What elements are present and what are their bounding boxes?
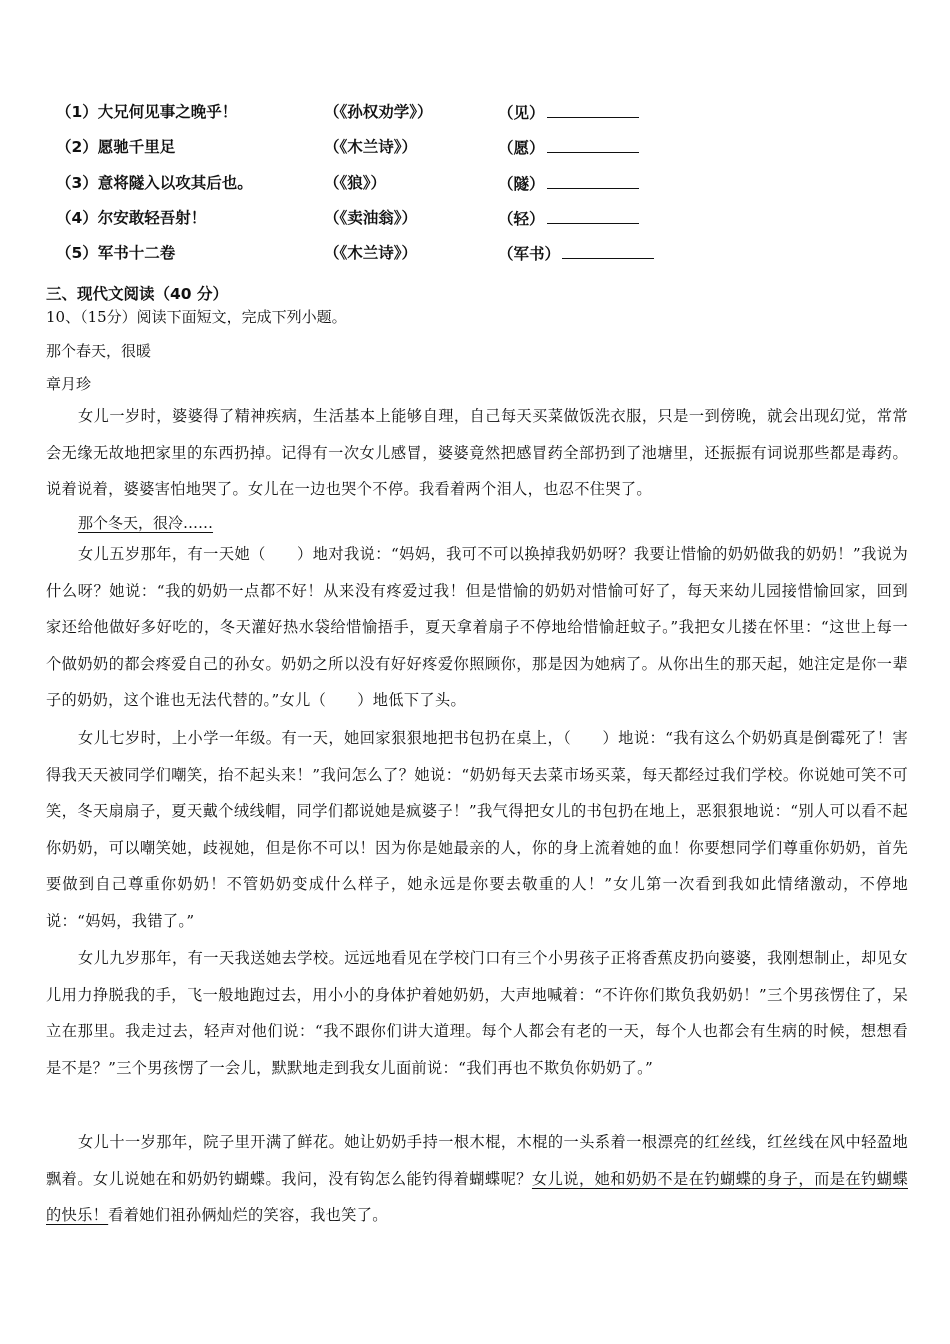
vocab-item: （3）意将隧入以攻其后也。 xyxy=(56,174,253,192)
vocab-word: （见） xyxy=(498,99,639,126)
paragraph-1: 女儿一岁时，婆婆得了精神疾病，生活基本上能够自理，自己每天买菜做饭洗衣服，只是一到傍晚，就会出现幻觉，常常会无缘无故地把家里的东西扔掉。记得有一次女儿感冒，婆婆竟然把感冒药全部扔到了池塘里，还振振有词说那些都是毒药。说着说着，婆婆害怕地哭了。女儿在一边也哭个不停。我看着两个泪人，也忍不住哭了。 xyxy=(46,407,908,499)
vocab-word: （轻） xyxy=(498,205,639,232)
vocab-source: （《木兰诗》） xyxy=(324,138,418,156)
section-heading: 三、现代文阅读（40 分） xyxy=(46,285,228,303)
paragraph-5-start: 女儿十一岁那年，院子里开满了鲜花。她让奶奶手持一根木棍，木棍的一头系着一根漂亮的红丝线，红丝线在风中轻盈地飘着。女儿说她在和奶奶钓蝴蝶。我问，没有钩怎么能钓得着蝴蝶呢？ xyxy=(46,1133,908,1188)
paragraph-2: 女儿五岁那年，有一天她（ ）地对我说：“妈妈，我可不可以换掉我奶奶呀？我要让惜愉的奶奶做我的奶奶！”我说为什么呀？她说：“我的奶奶一点都不好！从来没有疼爱过我！但是惜愉的奶奶对惜愉可好了，每天来幼儿园接惜愉回家，回到家还给他做好多好吃的，冬天灌好热水袋给惜愉捂手，夏天拿着扇子不停地给惜愉赶蚊子。”我把女儿搂在怀里：“这世上每一个做奶奶的都会疼爱自己的孙女。奶奶之所以没有好好疼爱你照顾你，那是因为她病了。从你出生的那天起，她注定是你一辈子的奶奶，这个谁也无法代替的。”女儿（ ）地低下了头。 xyxy=(46,545,908,710)
article-title: 那个春天，很暖 xyxy=(46,342,152,360)
paragraph-5 xyxy=(46,1124,908,1234)
article-author: 章月珍 xyxy=(46,375,92,393)
vocab-source: （《卖油翁》） xyxy=(324,209,418,227)
vocab-word: （愿） xyxy=(498,134,639,161)
vocab-item: （2）愿驰千里足 xyxy=(56,138,176,156)
answer-blank[interactable] xyxy=(547,205,639,224)
vocab-source: （《木兰诗》） xyxy=(324,244,418,262)
vocab-item: （5）军书十二卷 xyxy=(56,244,176,262)
paragraph-4: 女儿九岁那年，有一天我送她去学校。远远地看见在学校门口有三个小男孩子正将香蕉皮扔向婆婆，我刚想制止，却见女儿用力挣脱我的手，飞一般地跑过去，用小小的身体护着她奶奶，大声地喊着：“不许你们欺负我奶奶！”三个男孩愣住了，呆立在那里。我走过去，轻声对他们说：“我不跟你们讲大道理。每个人都会有老的一天，每个人也都会有生病的时候，想想看是不是？”三个男孩愣了一会儿，默默地走到我女儿面前说：“我们再也不欺负你奶奶了。” xyxy=(46,949,908,1077)
vocab-item: （1）大兄何见事之晚乎！ xyxy=(56,103,238,121)
question-prompt: 10、（15分）阅读下面短文，完成下列小题。 xyxy=(46,308,347,326)
vocab-word: （军书） xyxy=(498,240,654,267)
paragraph-3: 女儿七岁时，上小学一年级。有一天，她回家狠狠地把书包扔在桌上，（ ）地说：“我有这么个奶奶真是倒霉死了！害得我天天被同学们嘲笑，抬不起头来！”我问怎么了？她说：“奶奶每天去菜市场买菜，每天都经过我们学校。你说她可笑不可笑，冬天扇扇子，夏天戴个绒线帽，同学们都说她是疯婆子！”我气得把女儿的书包扔在地上，恶狠狠地说：“别人可以看不起你奶奶，可以嘲笑她，歧视她，但是你不可以！因为你是她最亲的人，你的身上流着她的血！你要想同学们尊重你奶奶，首先要做到自己尊重你奶奶！不管奶奶变成什么样子，她永远是你要去敬重的人！”女儿第一次看到我如此情绪激动，不停地说：“妈妈，我错了。” xyxy=(46,729,908,930)
answer-blank[interactable] xyxy=(562,240,654,259)
vocab-word: （隧） xyxy=(498,170,639,197)
vocab-item: （4）尔安敢轻吾射！ xyxy=(56,209,207,227)
subheading: 那个冬天，很冷…… xyxy=(78,514,214,532)
paragraph-5-end: 看着她们祖孙俩灿烂的笑容，我也笑了。 xyxy=(108,1206,388,1225)
answer-blank[interactable] xyxy=(547,99,639,118)
answer-blank[interactable] xyxy=(547,134,639,153)
answer-blank[interactable] xyxy=(547,170,639,189)
vocab-source: （《狼》） xyxy=(324,174,387,192)
vocab-source: （《孙权劝学》） xyxy=(324,103,433,121)
underlined-sentence: 女儿说，她和奶奶不是在钓蝴蝶的身子，而是在钓蝴蝶的快乐！ xyxy=(46,1169,908,1225)
